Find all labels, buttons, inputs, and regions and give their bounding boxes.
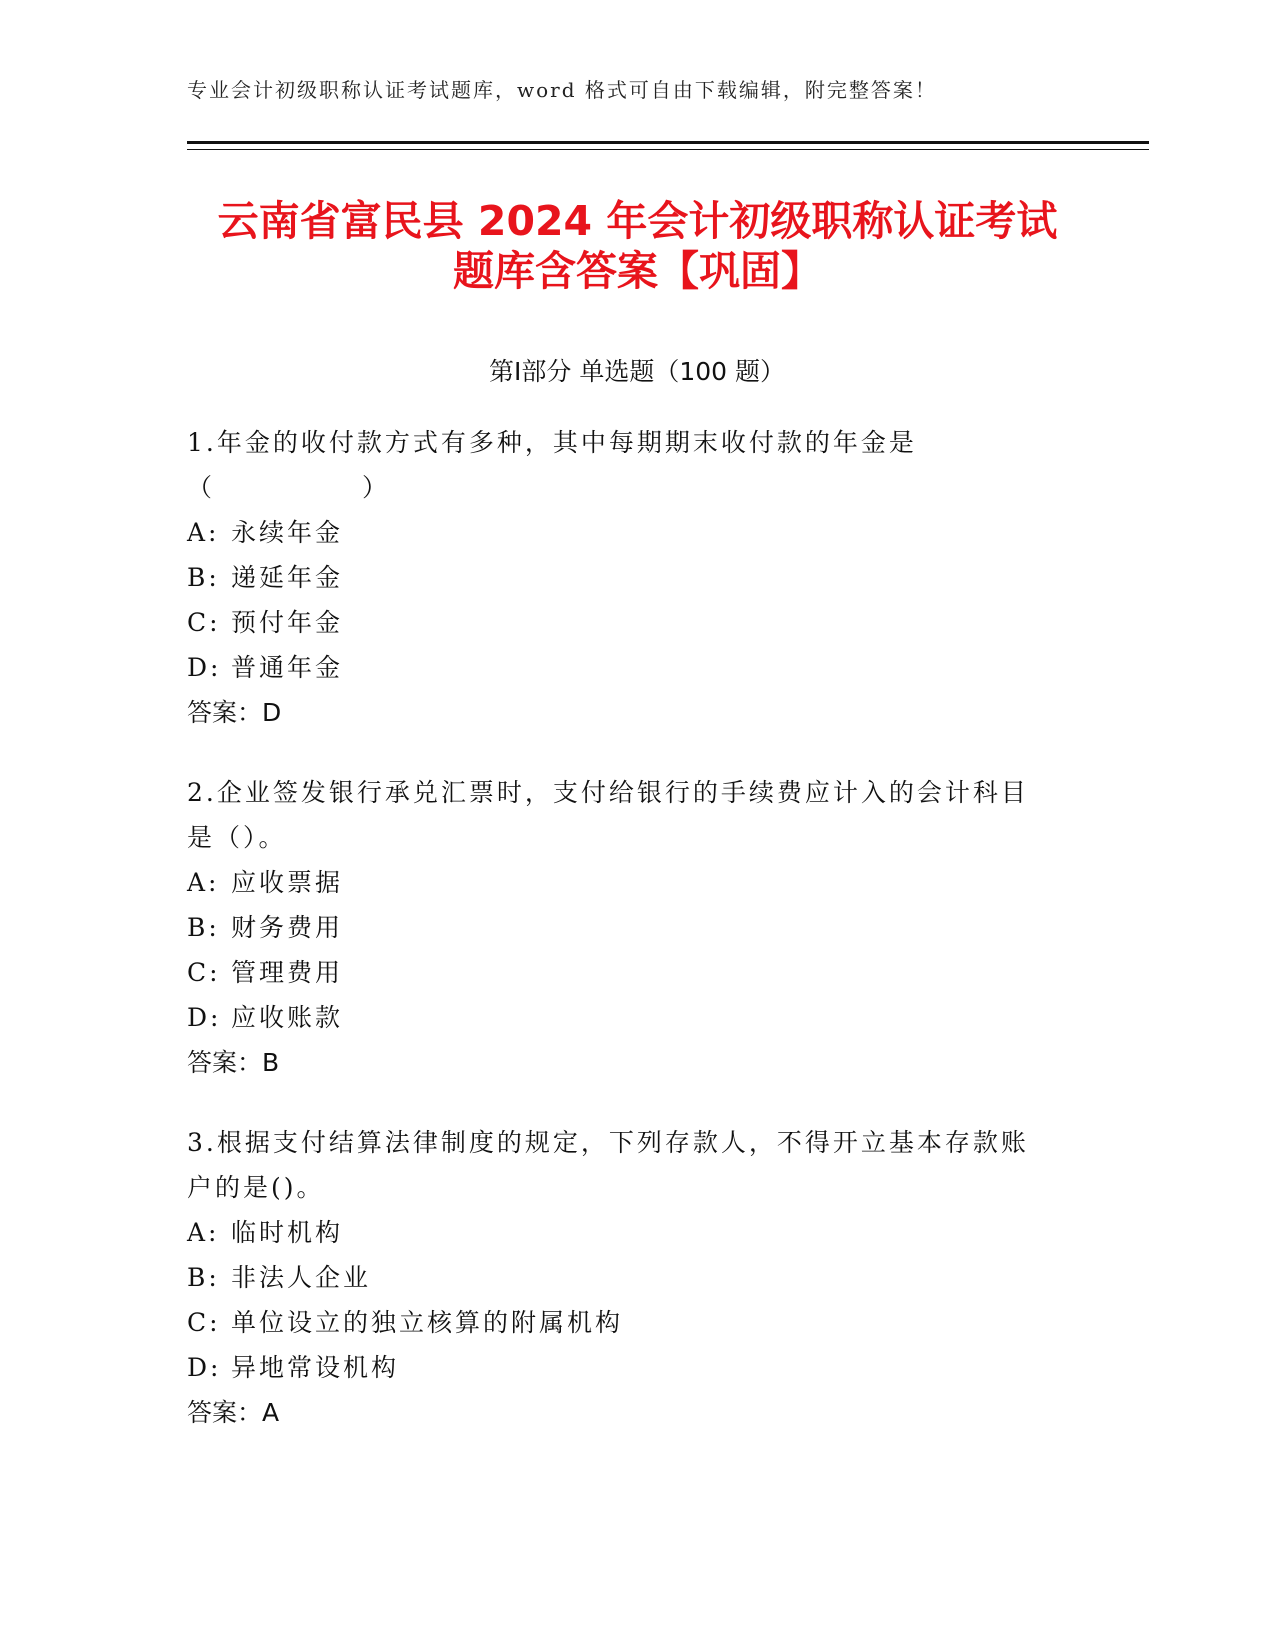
- question-stem: [187, 420, 1067, 510]
- option-letter: A:: [187, 868, 220, 897]
- header-rule-thin: [187, 149, 1149, 150]
- option-text: 递延年金: [231, 563, 344, 592]
- option-text: 财务费用: [231, 913, 344, 942]
- option-letter: C:: [187, 1308, 221, 1337]
- option-a: [187, 510, 1067, 555]
- document-title: [150, 196, 1125, 296]
- option-letter: D:: [187, 653, 222, 682]
- question-stem-line: 2.企业签发银行承兑汇票时，支付给银行的手续费应计入的会计科目: [187, 778, 1029, 807]
- section-title: 第Ⅰ部分 单选题（100 题）: [489, 357, 785, 386]
- option-text: 普通年金: [231, 653, 344, 682]
- option-letter: A:: [187, 518, 220, 547]
- option-letter: B:: [187, 1263, 220, 1292]
- option-a: [187, 1210, 1067, 1255]
- option-letter: D:: [187, 1353, 222, 1382]
- option-b: [187, 905, 1067, 950]
- option-text: 非法人企业: [231, 1263, 372, 1292]
- option-text: 临时机构: [231, 1218, 344, 1247]
- option-letter: B:: [187, 913, 220, 942]
- option-d: [187, 1345, 1067, 1390]
- option-text: 应收账款: [231, 1003, 344, 1032]
- option-text: 异地常设机构: [231, 1353, 400, 1382]
- question-stem: [187, 770, 1067, 860]
- question-stem-line: 1.年金的收付款方式有多种，其中每期期末收付款的年金是: [187, 428, 917, 457]
- option-a: [187, 860, 1067, 905]
- question-stem-line: 是（）。: [187, 823, 287, 852]
- option-b: [187, 1255, 1067, 1300]
- document-title-line-1: 云南省富民县 2024 年会计初级职称认证考试: [217, 197, 1058, 245]
- question-2: [187, 770, 1067, 1085]
- option-text: 应收票据: [231, 868, 344, 897]
- option-text: 永续年金: [231, 518, 344, 547]
- question-stem-line: 3.根据支付结算法律制度的规定，下列存款人，不得开立基本存款账: [187, 1128, 1029, 1157]
- option-letter: C:: [187, 608, 221, 637]
- document-title-line-2: 题库含答案【巩固】: [453, 247, 822, 295]
- question-stem-line: （ ）: [187, 473, 388, 502]
- question-stem-line: 户的是()。: [187, 1173, 325, 1202]
- option-c: [187, 950, 1067, 995]
- question-stem: [187, 1120, 1067, 1210]
- answer: 答案：A: [187, 1398, 280, 1427]
- header-rule-thick: [187, 141, 1149, 144]
- answer: 答案：D: [187, 698, 282, 727]
- option-letter: A:: [187, 1218, 220, 1247]
- option-text: 管理费用: [231, 958, 344, 987]
- option-b: [187, 555, 1067, 600]
- option-d: [187, 995, 1067, 1040]
- option-c: [187, 600, 1067, 645]
- option-d: [187, 645, 1067, 690]
- header-note: 专业会计初级职称认证考试题库，word 格式可自由下载编辑，附完整答案！: [187, 78, 937, 102]
- option-letter: D:: [187, 1003, 222, 1032]
- option-c: [187, 1300, 1067, 1345]
- question-3: [187, 1120, 1067, 1435]
- option-text: 预付年金: [231, 608, 344, 637]
- option-letter: C:: [187, 958, 221, 987]
- option-letter: B:: [187, 563, 220, 592]
- question-1: [187, 420, 1067, 735]
- option-text: 单位设立的独立核算的附属机构: [231, 1308, 624, 1337]
- answer: 答案：B: [187, 1048, 280, 1077]
